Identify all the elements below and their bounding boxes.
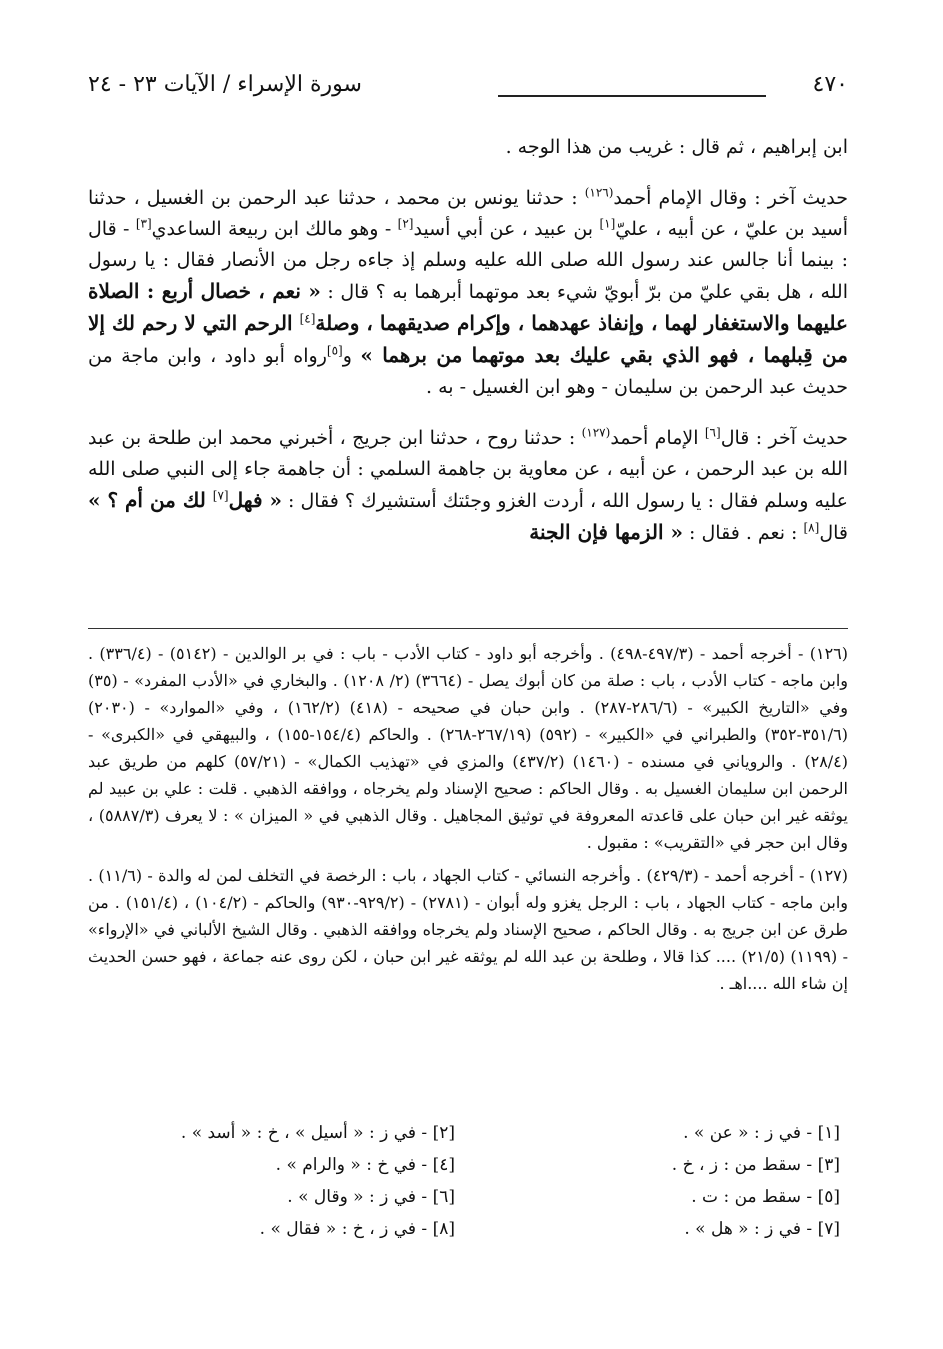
hadith-quote: « نعم ، خصال أربع : الصلاة عليهما والاستغفار لهما ، وإنفاذ عهدهما ، وإكرام صديقهما ، وصلة xyxy=(88,279,848,335)
variant-ref-7: [٧] xyxy=(212,488,229,503)
variant-note-3: [٣] - سقط من : ز ، خ . xyxy=(671,1155,840,1175)
text-span: بن عبيد ، عن أبي أسيد xyxy=(413,218,600,240)
footnote-ref-126: (١٢٦) xyxy=(584,185,614,200)
text-span: - قال : بينما أنا جالس عند رسول الله صلى الله عليه وسلم إذ جاءه رجل من الأنصار فقال : يا رسول الله ، هل بقي عليّ من برّ أبويّ شيء بعد موتهما أبرهما به ؟ قال : xyxy=(88,218,848,303)
variant-readings xyxy=(110,1120,840,1242)
text-span: و xyxy=(342,345,361,367)
footnote-ref-127: (١٢٧) xyxy=(581,425,611,440)
variant-ref-6: [٦] xyxy=(704,425,721,440)
variant-ref-2: [٢] xyxy=(397,216,414,231)
variant-ref-1: [١] xyxy=(599,216,616,231)
footnote-126: (١٢٦) - أخرجه أحمد - (٤٩٧/٣-٤٩٨) . وأخرجه أبو داود - كتاب الأدب - باب : في بر الوالدين - (٥١٤٢) - (٣٣٦/٤) . وابن ماجه - كتاب الأدب ، باب : صلة من كان أبوك يصل - (٣٦٦٤) (٢/ ١٢٠٨) . والبخاري في «الأدب المفرد» - (٣٥) وفي «التاريخ الكبير» - (٢٨٦/٦-٢٨٧) . وابن حبان في صحيحه - (٤١٨) (١٦٢/٢) ، وفي «الموارد» - (٢٠٣٠) (٣٥١/٦-٣٥٢) والطبراني في «الكبير» - (٥٩٢) (٢٦٧/١٩-٢٦٨) . والحاكم (١٥٤/٤-١٥٥) ، والبيهقي في «الكبرى» - (٢٨/٤) . والروياني في مسنده - (١٤٦٠) (٤٣٧/٢) والمزي في «تهذيب الكمال» - (٥٧/٢١) كلهم من طريق عبد الرحمن ابن سليمان الغسيل به . وقال الحاكم : صحيح الإسناد ولم يخرجاه ، ووافقه الذهبي . قلت : علي بن عبيد لم يوثقه غير ابن حبان على قاعدته المعروفة في توثيق المجاهيل . وقال الذهبي في « الميزان » : لا يعرف (٥٨٨٧/٣) ، وقال ابن حجر في «التقريب» : مقبول . xyxy=(88,644,849,852)
page-number: ٤٧٠ xyxy=(812,72,848,97)
hadith-quote: « الزمها فإن الجنة xyxy=(529,520,684,544)
hadith-quote: الرحم التي لا رحم لك إلا من قِبلهما ، فهو الذي بقي عليك بعد موتهما من برهما » xyxy=(88,311,848,367)
header-rule xyxy=(498,95,766,97)
text-span: حديث آخر : قال xyxy=(720,427,849,449)
variant-ref-5: [٥] xyxy=(326,343,343,358)
footnote-127: (١٢٧) - أخرجه أحمد - (٤٢٩/٣) . وأخرجه النسائي - كتاب الجهاد ، باب : الرخصة في التخلف لمن له والدة - (١١/٦) . وابن ماجه - كتاب الجهاد ، باب : الرجل يغزو وله أبوان - (٢٧٨١) - (٩٢٩/٢-٩٣٠) والحاكم - (١٠٤/٢) ، (١٥١/٤) . من طرق عن ابن جريج به . وقال الحاكم ، صحيح الإسناد ولم يخرجاه ووافقه الذهبي . وقال الشيخ الألباني في «الإرواء» - (١١٩٩) (٢١/٥) .... كذا قالا ، وطلحة بن عبد الله لم يوثقه غير ابن حبان ، لكن روى عنه جماعة ، فهو حسن الحديث إن شاء الله ....اهـ . xyxy=(88,866,849,993)
text-span: : نعم . فقال : xyxy=(683,522,804,544)
text-span: قال xyxy=(819,522,848,544)
footnotes-divider xyxy=(88,628,848,629)
variant-note-1: [١] - في ز : « عن » . xyxy=(683,1123,840,1143)
variant-note-6: [٦] - في ز : « وقال » . xyxy=(287,1187,455,1207)
variant-note-5: [٥] - سقط من : ت . xyxy=(691,1187,840,1207)
variant-ref-3: [٣] xyxy=(135,216,152,231)
variant-note-2: [٢] - في ز : « أسيل » ، خ : « أسد » . xyxy=(180,1123,455,1143)
hadith-quote: « فهل xyxy=(228,488,283,512)
paragraph-3 xyxy=(88,423,848,549)
variant-ref-8: [٨] xyxy=(803,520,820,535)
variant-ref-4: [٤] xyxy=(299,311,316,326)
text-span: : حدثنا يونس بن محمد ، حدثنا عبد الرحمن بن الغسيل ، حدثنا أسيد بن عليّ ، عن أبيه ، عليّ xyxy=(88,187,848,240)
running-title: سورة الإسراء / الآيات ٢٣ - ٢٤ xyxy=(88,72,362,97)
text-span: : حدثنا روح ، حدثنا ابن جريج ، أخبرني محمد ابن طلحة بن عبد الله بن عبد الرحمن ، عن أبيه ، عن معاوية بن جاهمة السلمي : أن جاهمة جاء إلى النبي صلى الله عليه وسلم فقال : يا رسول الله ، أردت الغزو وجئتك أستشيرك ؟ فقال : xyxy=(88,427,849,512)
page-header xyxy=(88,66,848,106)
paragraph-1: ابن إبراهيم ، ثم قال : غريب من هذا الوجه . xyxy=(505,136,848,158)
variant-note-8: [٨] - في ز ، خ : « فقال » . xyxy=(259,1219,455,1239)
variant-note-4: [٤] - في خ : « والرام » . xyxy=(275,1155,455,1175)
hadith-quote: لك من أم ؟ » xyxy=(88,488,213,512)
text-span: - وهو مالك ابن ربيعة الساعدي xyxy=(151,218,398,240)
text-span: الإمام أحمد xyxy=(610,427,705,449)
paragraph-2 xyxy=(88,183,848,403)
text-span: حديث آخر : وقال الإمام أحمد xyxy=(613,187,848,209)
variant-note-7: [٧] - في ز : « هل » . xyxy=(684,1219,840,1239)
text-span: رواه أبو داود ، وابن ماجة من حديث عبد الرحمن بن سليمان - وهو ابن الغسيل - به . xyxy=(88,345,848,398)
footnotes xyxy=(88,640,848,1003)
main-text xyxy=(88,132,848,549)
